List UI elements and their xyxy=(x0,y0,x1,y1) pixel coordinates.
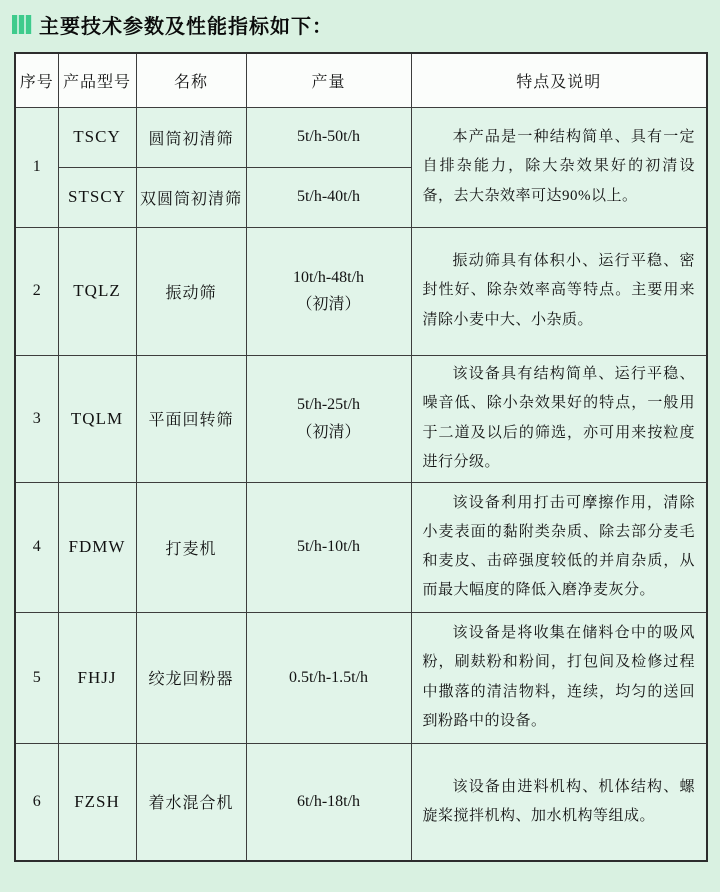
spec-table xyxy=(14,52,708,862)
output-cell: 5t/h-10t/h xyxy=(246,482,411,612)
page-title: 主要技术参数及性能指标如下： xyxy=(39,15,333,38)
description-text: 该设备是将收集在储料仓中的吸风粉，刷麸粉和粉间，打包间及检修过程中撒落的清洁物料，连续，均匀的送回到粉路中的设备。 xyxy=(422,625,695,729)
name-cell: 着水混合机 xyxy=(136,743,246,861)
description-cell xyxy=(411,743,707,861)
name-cell: 绞龙回粉器 xyxy=(136,612,246,743)
col-header-description: 特点及说明 xyxy=(411,53,707,107)
description-cell xyxy=(411,612,707,743)
name-cell: 平面回转筛 xyxy=(136,355,246,482)
table-row xyxy=(15,227,707,355)
description-text: 该设备具有结构简单、运行平稳、噪音低、除小杂效果好的特点，一般用于二道及以后的筛选，亦可用来按粒度进行分级。 xyxy=(422,366,695,470)
model-cell: TSCY xyxy=(58,107,136,167)
table-row xyxy=(15,107,707,167)
description-cell xyxy=(411,227,707,355)
seq-cell: 4 xyxy=(15,482,58,612)
description-text: 该设备利用打击可摩擦作用，清除小麦表面的黏附类杂质、除去部分麦毛和麦皮、击碎强度较低的并肩杂质，从而最大幅度的降低入磨净麦灰分。 xyxy=(422,494,695,599)
table-row xyxy=(15,743,707,861)
table-header-row xyxy=(15,53,707,107)
col-header-seq: 序号 xyxy=(15,53,58,107)
model-cell: FHJJ xyxy=(58,612,136,743)
description-cell xyxy=(411,355,707,482)
name-cell: 打麦机 xyxy=(136,482,246,612)
seq-cell: 1 xyxy=(15,107,58,227)
output-cell: 5t/h-50t/h xyxy=(246,107,411,167)
output-note: （初清） xyxy=(296,296,361,313)
section-header xyxy=(12,11,720,37)
name-cell: 振动筛 xyxy=(136,227,246,355)
seq-cell: 3 xyxy=(15,355,58,482)
col-header-name: 名称 xyxy=(136,53,246,107)
output-cell: 6t/h-18t/h xyxy=(246,743,411,861)
model-cell: STSCY xyxy=(58,167,136,227)
output-value: 5t/h-25t/h xyxy=(296,396,361,414)
output-cell: 0.5t/h-1.5t/h xyxy=(246,612,411,743)
table-row xyxy=(15,482,707,612)
description-text: 振动筛具有体积小、运行平稳、密封性好、除杂效率高等特点。主要用来清除小麦中大、小杂质。 xyxy=(422,253,695,328)
description-cell xyxy=(411,482,707,612)
green-bars-icon xyxy=(12,15,32,34)
model-cell: FDMW xyxy=(58,482,136,612)
seq-cell: 2 xyxy=(15,227,58,355)
output-cell xyxy=(246,355,411,482)
table-row xyxy=(15,612,707,743)
name-cell: 圆筒初清筛 xyxy=(136,107,246,167)
description-cell xyxy=(411,107,707,227)
output-cell: 5t/h-40t/h xyxy=(246,167,411,227)
table-row xyxy=(15,355,707,482)
model-cell: TQLM xyxy=(58,355,136,482)
col-header-model: 产品型号 xyxy=(58,53,136,107)
description-text: 该设备由进料机构、机体结构、螺旋桨搅拌机构、加水机构等组成。 xyxy=(422,778,695,824)
seq-cell: 5 xyxy=(15,612,58,743)
name-cell: 双圆筒初清筛 xyxy=(136,167,246,227)
output-note: （初清） xyxy=(296,423,361,441)
seq-cell: 6 xyxy=(15,743,58,861)
model-cell: TQLZ xyxy=(58,227,136,355)
output-value: 10t/h-48t/h xyxy=(292,268,365,286)
description-text: 本产品是一种结构简单、具有一定自排杂能力，除大杂效果好的初清设备，去大杂效率可达90%以上。 xyxy=(422,129,695,204)
col-header-output: 产量 xyxy=(246,53,411,107)
model-cell: FZSH xyxy=(58,743,136,861)
output-cell xyxy=(246,227,411,355)
